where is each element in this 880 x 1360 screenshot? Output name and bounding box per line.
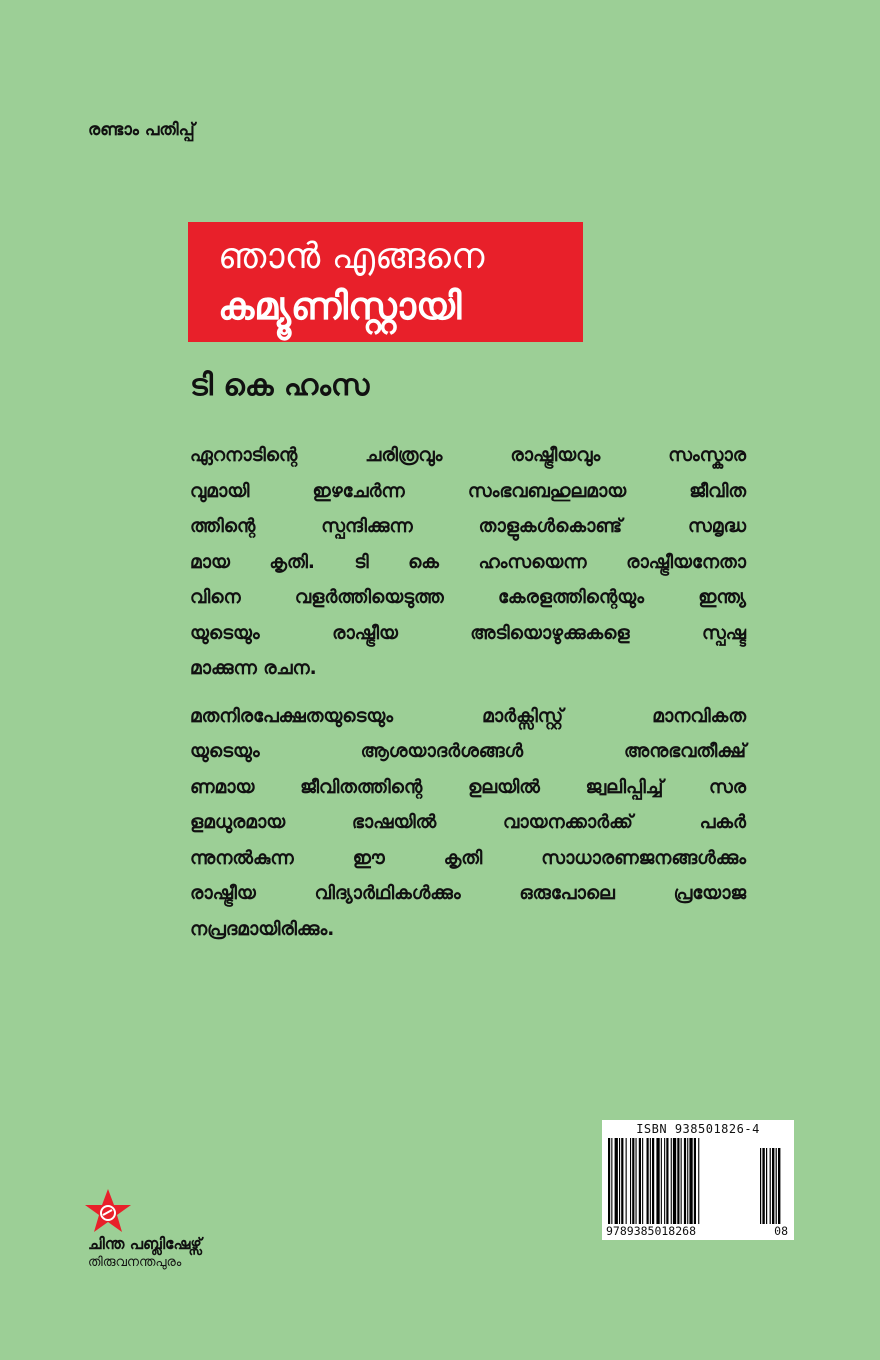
title-box — [188, 222, 583, 342]
barcode-bar — [626, 1138, 627, 1224]
barcode-bar — [611, 1138, 612, 1224]
blurb-line: ന്നുനൽകുന്ന ഈ കൃതി സാധാരണജനങ്ങൾക്കും — [190, 847, 746, 869]
blurb-line: യുടെയും ആശയാദർശങ്ങൾ അനുഭവതീക്ഷ് — [190, 741, 746, 762]
red-star-logo-icon — [84, 1188, 132, 1234]
blurb-line: നപ്രദമായിരിക്കും. — [190, 918, 335, 940]
barcode-bar — [619, 1138, 620, 1224]
blurb-line: യുടെയും രാഷ്ട്രീയ അടിയൊഴുക്കുകളെ സ്പഷ്ട — [190, 622, 746, 644]
barcode-addon-bar — [766, 1148, 767, 1224]
isbn-barcode — [602, 1120, 794, 1240]
barcode-bar — [630, 1138, 631, 1224]
barcode-number: 9789385018268 — [606, 1224, 697, 1238]
publisher-name: ചിന്ത പബ്ലിഷേഴ്സ് — [88, 1235, 202, 1253]
publisher-place: തിരുവനന്തപുരം — [88, 1255, 182, 1270]
blurb-paragraph-1 — [190, 438, 746, 687]
blurb-line: മാക്കുന്ന രചന. — [190, 658, 317, 679]
barcode-bar — [639, 1138, 641, 1224]
blurb-line: രാഷ്ട്രീയ വിദ്യാർഥികൾക്കും ഒരുപോലെ പ്രയോജ — [190, 883, 746, 904]
title-line-1: ഞാൻ എങ്ങനെ — [218, 236, 485, 277]
barcode-bar — [632, 1138, 634, 1224]
barcode-bar — [684, 1138, 686, 1224]
barcode-addon-number: 08 — [774, 1224, 788, 1238]
edition-label: രണ്ടാം പതിപ്പ് — [88, 120, 195, 140]
barcode-bar — [671, 1138, 672, 1224]
barcode-bar — [656, 1138, 659, 1224]
barcode-bar — [673, 1138, 676, 1224]
barcode-bar — [681, 1138, 682, 1224]
barcode-addon-bar — [776, 1148, 777, 1224]
barcode-bar — [694, 1138, 696, 1224]
blurb-line: ളമധുരമായ ഭാഷയിൽ വായനക്കാർക്ക് പകർ — [190, 812, 746, 833]
blurb-line: മതനിരപേക്ഷതയുടെയും മാർക്സിസ്റ്റ് മാനവികത — [190, 705, 746, 727]
barcode-bar — [677, 1138, 679, 1224]
barcode-bar — [647, 1138, 649, 1224]
barcode-bars-icon — [608, 1138, 788, 1224]
barcode-bar — [664, 1138, 665, 1224]
barcode-bar — [621, 1138, 623, 1224]
barcode-addon-bar — [770, 1148, 771, 1224]
blurb-line: ണമായ ജീവിതത്തിന്റെ ഉലയിൽ ജ്വലിപ്പിച്ച് സര — [190, 776, 746, 798]
author-name: ടി കെ ഹംസ — [190, 368, 370, 403]
blurb — [190, 438, 746, 959]
barcode-bar — [652, 1138, 654, 1224]
blurb-paragraph-2 — [190, 699, 746, 948]
barcode-bar — [687, 1138, 688, 1224]
barcode-addon-bar — [760, 1148, 761, 1224]
barcode-bar — [615, 1138, 618, 1224]
blurb-line: ത്തിന്റെ സ്പന്ദിക്കുന്ന താളുകൾകൊണ്ട് സമൃദ്ധ — [190, 516, 746, 537]
blurb-line: മായ കൃതി. ടി കെ ഹംസയെന്ന രാഷ്ട്രീയനേതാ — [190, 551, 746, 573]
barcode-bar — [608, 1138, 610, 1224]
barcode-addon-bar — [772, 1148, 774, 1224]
blurb-line: വുമായി ഇഴചേർന്ന സംഭവബഹുലമായ ജീവിത — [190, 480, 746, 502]
barcode-addon-bar — [762, 1148, 764, 1224]
barcode-bar — [650, 1138, 651, 1224]
barcode-bar — [661, 1138, 662, 1224]
title-line-2: കമ്യൂണിസ്റ്റായി — [218, 284, 462, 328]
barcode-bar — [636, 1138, 637, 1224]
blurb-line: വിനെ വളർത്തിയെടുത്ത കേരളത്തിന്റെയും ഇന്ത്യ — [190, 587, 746, 608]
barcode-bar — [689, 1138, 692, 1224]
blurb-line: ഏറനാടിന്റെ ചരിത്രവും രാഷ്ട്രീയവും സംസ്കാര — [190, 445, 746, 466]
isbn-label: ISBN 938501826-4 — [636, 1122, 760, 1136]
barcode-bar — [642, 1138, 643, 1224]
barcode-addon-bar — [778, 1148, 780, 1224]
barcode-bar — [698, 1138, 699, 1224]
barcode-bar — [666, 1138, 668, 1224]
